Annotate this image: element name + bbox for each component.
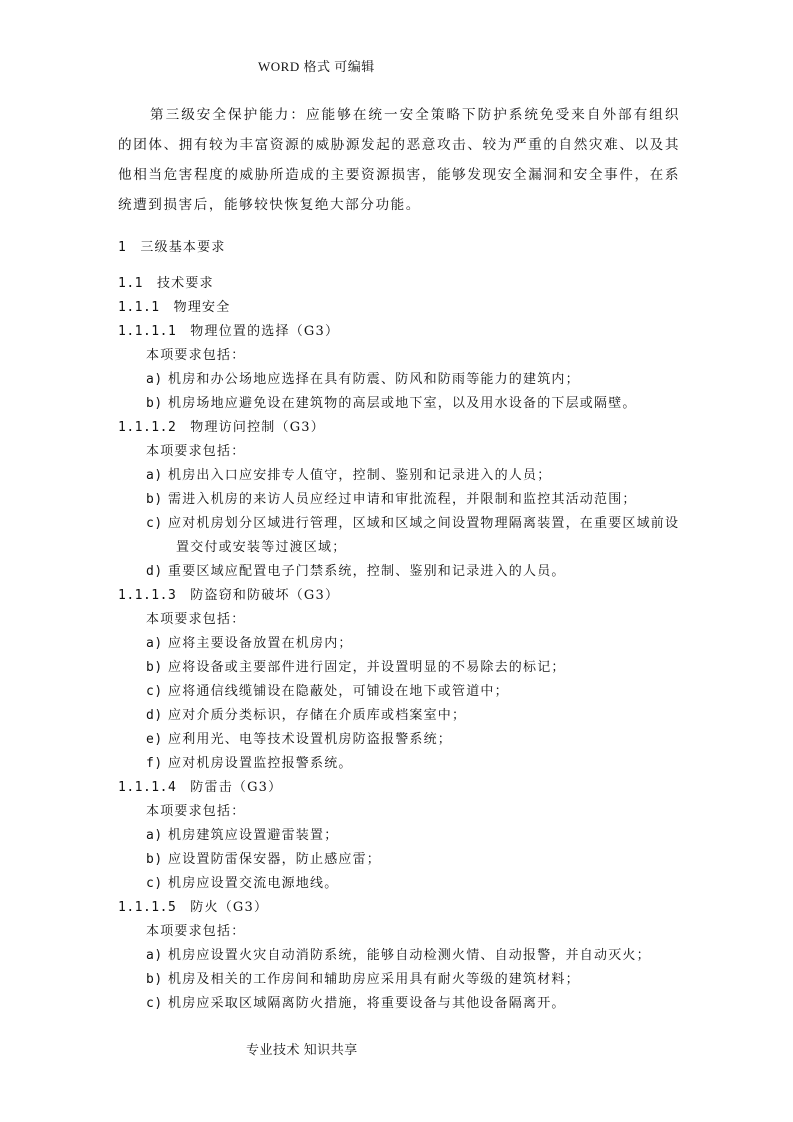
list-item: f) 应对机房设置监控报警系统。 — [146, 756, 353, 771]
list-item-continuation: 置交付或安装等过渡区域； — [176, 540, 347, 555]
heading-1-1: 1.1 技术要求 — [118, 276, 214, 291]
requirement-intro: 本项要求包括： — [146, 444, 246, 459]
page-footer: 专业技术 知识共享 — [246, 1042, 358, 1057]
list-item: a) 应将主要设备放置在机房内； — [146, 636, 353, 651]
requirement-intro: 本项要求包括： — [146, 804, 246, 819]
list-item: a) 机房建筑应设置避雷装置； — [146, 828, 339, 843]
heading-1-1-1-5: 1.1.1.5 防火（G3） — [118, 900, 269, 915]
list-item: c) 应将通信线缆铺设在隐蔽处，可铺设在地下或管道中； — [146, 684, 509, 699]
heading-1-1-1-1: 1.1.1.1 物理位置的选择（G3） — [118, 324, 340, 339]
list-item: a) 机房出入口应安排专人值守，控制、鉴别和记录进入的人员； — [146, 468, 552, 483]
list-item: b) 应将设备或主要部件进行固定，并设置明显的不易除去的标记； — [146, 660, 566, 675]
requirement-intro: 本项要求包括： — [146, 612, 246, 627]
heading-1-1-1-4: 1.1.1.4 防雷击（G3） — [118, 780, 283, 795]
list-item: b) 应设置防雷保安器，防止感应雷； — [146, 852, 382, 867]
list-item: b) 机房场地应避免设在建筑物的高层或地下室，以及用水设备的下层或隔壁。 — [146, 396, 637, 411]
list-item: a) 机房和办公场地应选择在具有防震、防风和防雨等能力的建筑内； — [146, 372, 580, 387]
page-header: WORD 格式 可编辑 — [258, 59, 375, 74]
intro-paragraph: 第三级安全保护能力：应能够在统一安全策略下防护系统免受来自外部有组织的团体、拥有较为丰富资源的威胁源发起的恶意攻击、较为严重的自然灾难、以及其他相当危害程度的威胁所造成的主要资源损害，能够发现安全漏洞和安全事件，在系统遭到损害后，能够较快恢复绝大部分功能。 — [118, 107, 680, 213]
list-item: e) 应利用光、电等技术设置机房防盗报警系统； — [146, 732, 453, 747]
list-item: a) 机房应设置火灾自动消防系统，能够自动检测火情、自动报警，并自动灭火； — [146, 948, 651, 963]
list-item: d) 应对介质分类标识，存储在介质库或档案室中； — [146, 708, 467, 723]
heading-1-1-1-2: 1.1.1.2 物理访问控制（G3） — [118, 420, 325, 435]
heading-1: 1 三级基本要求 — [118, 240, 226, 255]
requirement-intro: 本项要求包括： — [146, 348, 246, 363]
heading-1-1-1-3: 1.1.1.3 防盗窃和防破坏（G3） — [118, 588, 340, 603]
list-item: b) 机房及相关的工作房间和辅助房应采用具有耐火等级的建筑材料； — [146, 972, 580, 987]
heading-1-1-1: 1.1.1 物理安全 — [118, 300, 231, 315]
list-item: c) 应对机房划分区域进行管理，区域和区域之间设置物理隔离装置，在重要区域前设 — [146, 516, 680, 531]
list-item: b) 需进入机房的来访人员应经过申请和审批流程，并限制和监控其活动范围； — [146, 492, 637, 507]
list-item: c) 机房应设置交流电源地线。 — [146, 876, 339, 891]
requirement-intro: 本项要求包括： — [146, 924, 246, 939]
list-item: d) 重要区域应配置电子门禁系统，控制、鉴别和记录进入的人员。 — [146, 564, 566, 579]
list-item: c) 机房应采取区域隔离防火措施，将重要设备与其他设备隔离开。 — [146, 996, 566, 1011]
